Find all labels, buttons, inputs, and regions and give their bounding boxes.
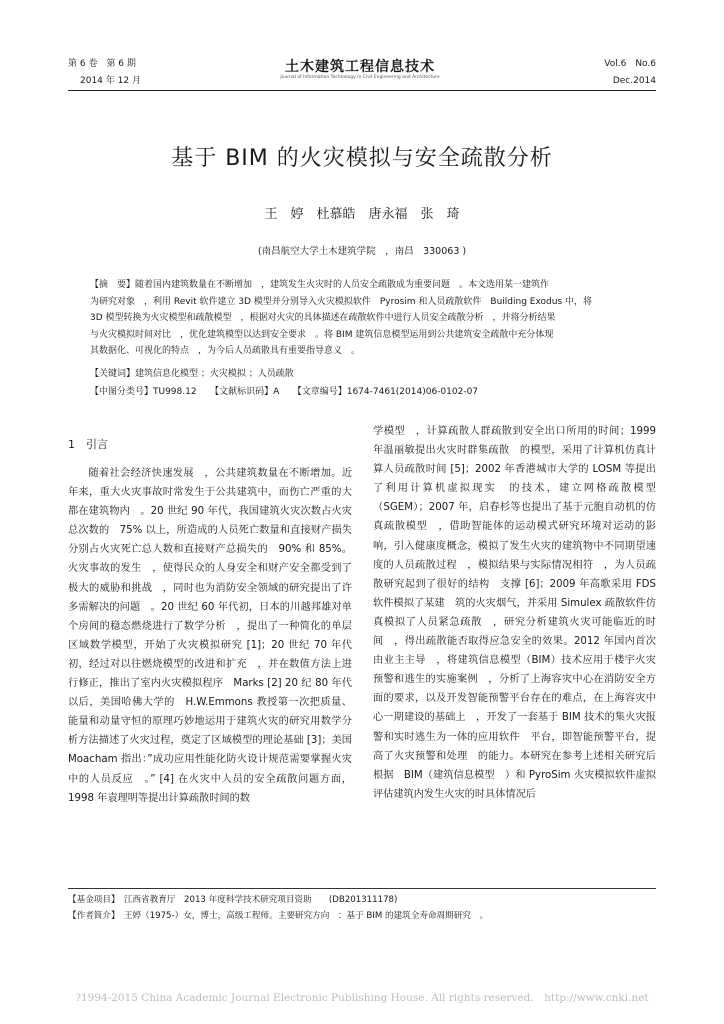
- right-column: [373, 422, 667, 804]
- journal-logo-title: 土木建筑工程信息技术: [285, 59, 435, 75]
- header-rule: [68, 90, 656, 91]
- footnote-fund: 【基金项目】 江西省教育厅 2013 年度科学技术研究项目资助 (DB201311178): [68, 895, 398, 905]
- article-affiliation: (南昌航空大学土木建筑学院 ，南昌 330063 ): [257, 246, 467, 257]
- volume-issue-en: Vol.6 No.6: [604, 59, 656, 69]
- article-title: 基于 BIM 的火灾模拟与安全疏散分析: [171, 146, 553, 171]
- classification-codes: 【中图分类号】TU998.12 【文献标识码】A 【文章编号】1674-7461(2014)06-0102-07: [90, 387, 479, 397]
- article-authors: 王 婷 杜慕皓 唐永福 张 琦: [264, 207, 460, 222]
- keywords: 【关键词】建筑信息化模型 ；火灾模拟 ；人员疏散: [90, 369, 294, 379]
- abstract-line: 为研究对象 ，利用 Revit 软件建立 3D 模型并分别导入火灾模拟软件 Pyrosim 和人员疏散软件 Building Exodus 中，将: [90, 296, 593, 307]
- footnote-author: 【作者简介】 王婷（1975-）女，博士，高级工程师。主要研究方向 ：基于 BIM 的建筑全寿命周期研究 。: [68, 911, 489, 921]
- volume-issue-cn: 第 6 卷 第 6 期: [68, 59, 136, 69]
- abstract-line: 其数据化、可视化的特点 ，为今后人员疏散具有重要指导意义 。: [90, 346, 361, 357]
- copyright-watermark: ?1994-2015 China Academic Journal Electronic Publishing House. All rights reserved. http://www.cnki.net: [75, 992, 649, 1004]
- body-paragraph: 学模型 ，计算疏散人群疏散到安全出口所用的时间；1999 年温丽敏提出火灾时群集疏散 的模型，采用了计算机仿真计算人员疏散时间 [5]；2002 年香港城市大学的 LOSM 等提出了利用计算机虚拟现实 的技术，建立网格疏散模型（SGEM）；2007 年，启春杉等也提出了基于元胞自动机的仿真疏散模型 ，借助智能体的运动模式研究环境对运动的影 响，引入健康度概念，模拟了发生火灾的建筑物中不同期望速度的人员疏散过程 ，模拟结果与实际情况相符 ，为人员疏散研究起到了很好的结构 支撑 [6]；2009 年高歌采用 FDS 软件模拟了某建 筑的火灾烟气，并采用 Simulex 疏散软件仿真模拟了人员紧急疏散 ，研究分析建筑火灾可能临近的时间 ，得出疏散能否取得应急安全的效果。2012 年国内首次由业主主导 ，将建筑信息模型（BIM）技术应用于楼宇火灾预警和逃生的实施案例 ，分析了上海容灾中心在消防安全方面的要求，以及开发智能预警平台存在的难点，在上海容灾中心一期建设的基础上 ，开发了一套基于 BIM 技术的集火灾报警和实时逃生为一体的应用软件 平台，即智能预警平台，提高了火灾预警和处理 的能力。本研究在参考上述相关研究后根据 BIM（建筑信息模型 ）和 PyroSim 火灾模拟软件虚拟评估建筑内发生火灾的时具体情况后: [373, 426, 667, 800]
- footnote-rule: [68, 888, 656, 889]
- date-cn: 2014 年 12 月: [80, 76, 141, 86]
- section-heading-introduction: 1 引言: [68, 438, 108, 451]
- date-en: Dec.2014: [612, 76, 656, 86]
- left-column: [68, 464, 363, 808]
- abstract-line: 与火灾模拟时间对比 ，优化建筑模型以达到安全要求 。将 BIM 建筑信息模型运用到公共建筑安全疏散中充分体现: [90, 329, 554, 340]
- abstract-line: 【摘 要】随着国内建筑数量在不断增加 ，建筑发生火灾时的人员安全疏散成为重要问题 。本文选用某一建筑作: [90, 280, 550, 290]
- abstract: [90, 277, 658, 360]
- journal-logo-subtitle: Journal of Information Technology in Civil Engineering and Architecture: [280, 75, 440, 80]
- body-paragraph: 随着社会经济快速发展 ，公共建筑数量在不断增加。近年来，重大火灾事故时常发生于公共建筑中，而伤亡严重的大都在建筑物内 。20 世纪 90 年代，我国建筑火灾次数占火灾总次数的 75% 以上，所造成的人员死亡数量和直接财产损失分别占火灾死亡总人数和直接财产总损失的 90% 和 85%。火灾事故的发生 ，使得民众的人身安全和财产安全都受到了极大的威胁和挑战 ，同时也为消防安全领域的研究提出了许多需解决的问题 。20 世纪 60 年代初，日本的川越邦雄对单个房间的稳态燃烧进行了数学分析 ，提出了一种简化的单层区域数学模型，开始了火灾模拟研究 [1]；20 世纪 70 年代初，经过对以往燃烧模型的改进和扩充 ，并在数值方法上进行修正，推出了室内火灾模拟程序 Marks [2] 20 纪 80 年代以后，美国哈佛大学的 H.W.Emmons 教授第一次把质量、能量和动量守恒的原理巧妙地运用于建筑火灾的研究用数学分析方法描述了火灾过程，奠定了区域模型的理论基础 [3]；美国 Moacham 指出：”成功应用性能化防火设计规范需要掌握火灾中的人员反应 。” [4] 在火灾中人员的安全疏散问题方面，1998 年袁理明等提出计算疏散时间的数: [68, 468, 363, 804]
- abstract-line: 3D 模型转换为火灾模型和疏散模型 ，根据对火灾的具体描述在疏散软件中进行人员安全疏散分析 ，并将分析结果: [90, 313, 556, 324]
